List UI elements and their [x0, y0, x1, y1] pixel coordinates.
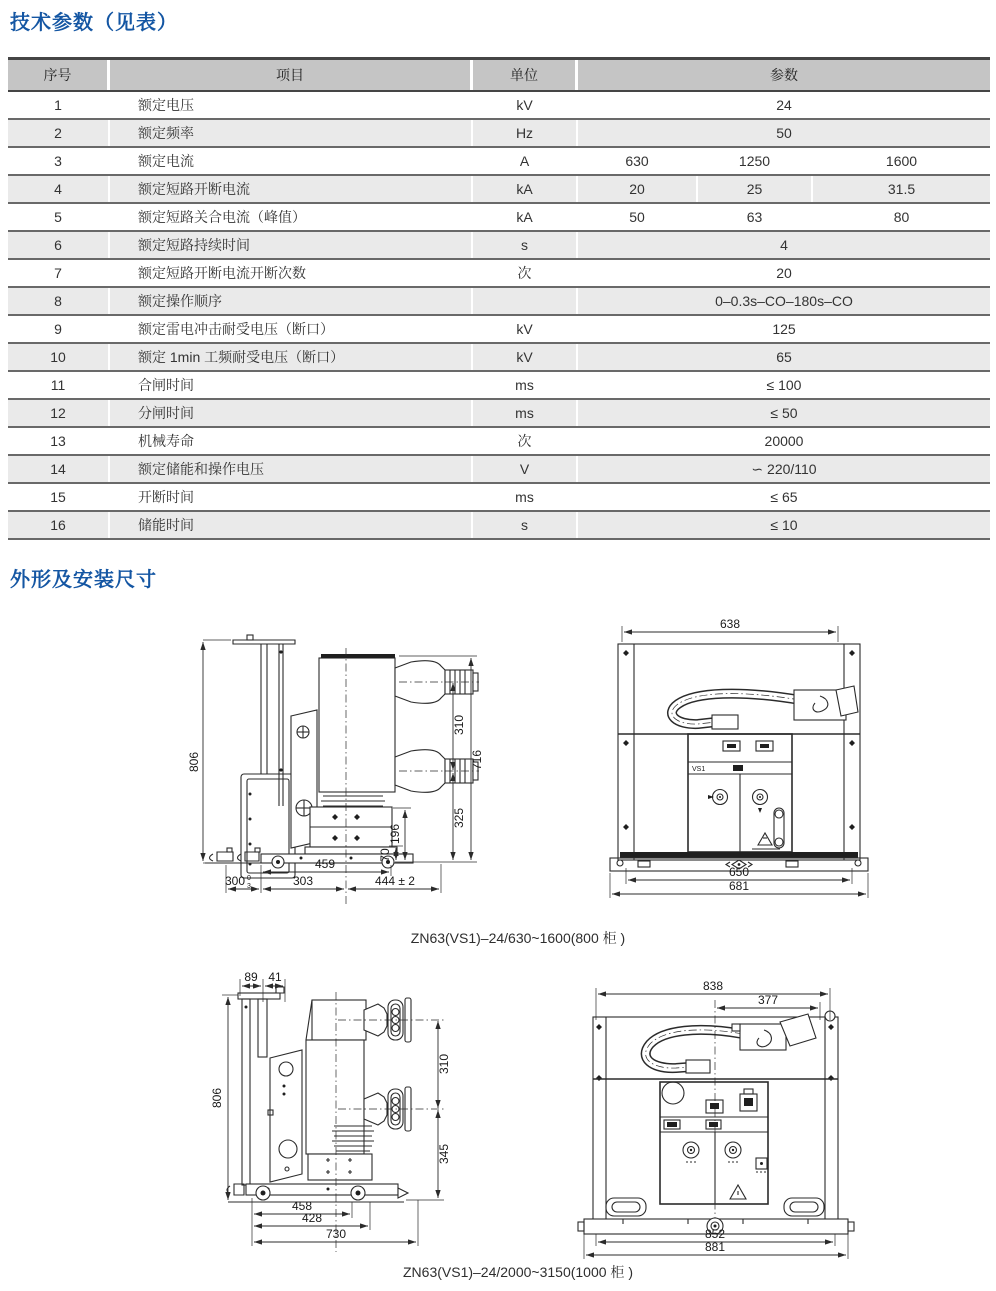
table-row — [8, 314, 990, 342]
dim-730-label: 730 — [325, 1227, 347, 1241]
dim-325-label: 325 — [452, 807, 466, 829]
row-item: 额定操作顺序 — [110, 288, 473, 314]
dim-650-label: 650 — [728, 865, 750, 879]
row-number: 5 — [8, 204, 110, 230]
row-item: 额定雷电冲击耐受电压（断口） — [110, 316, 473, 342]
row-value: ∽ 220/110 — [751, 460, 817, 477]
dim-70-label: 70 — [378, 848, 392, 862]
breaker-front-outline-2 — [578, 1000, 854, 1234]
row-value: 65 — [776, 349, 792, 365]
row-number: 4 — [8, 176, 110, 202]
header-item: 项目 — [110, 60, 473, 90]
row-value: ≤ 10 — [770, 517, 798, 533]
row-value: 31.5 — [887, 181, 916, 197]
row-unit: kV — [473, 316, 578, 342]
row-number: 6 — [8, 232, 110, 258]
row-value: 20 — [776, 265, 792, 281]
row-value: ≤ 65 — [770, 489, 798, 505]
table-row — [8, 258, 990, 286]
row-item: 额定电压 — [110, 92, 473, 118]
row-item: 额定短路开断电流开断次数 — [110, 260, 473, 286]
table-row — [8, 454, 990, 482]
dim-300-tolerance-lower: 3 — [247, 883, 251, 890]
row-item: 机械寿命 — [110, 428, 473, 454]
figure2-side-view-drawing — [188, 962, 500, 1258]
dim-41-label: 41 — [268, 970, 282, 984]
breaker-side-outline — [205, 635, 479, 904]
row-value: 50 — [776, 125, 792, 141]
dim-881-label: 881 — [704, 1240, 726, 1254]
row-unit: kA — [473, 204, 578, 230]
row-number: 9 — [8, 316, 110, 342]
row-value: 80 — [893, 209, 910, 225]
row-value: 1600 — [885, 153, 918, 169]
dim-300-tolerance-upper: 0 — [247, 875, 251, 882]
row-unit: V — [473, 456, 578, 482]
row-item: 储能时间 — [110, 512, 473, 538]
dim-89-label: 89 — [244, 970, 258, 984]
dim-852-label: 852 — [704, 1227, 726, 1241]
row-item: 额定电流 — [110, 148, 473, 174]
row-unit: ms — [473, 484, 578, 510]
row-value: 20 — [578, 176, 698, 202]
table-row — [8, 146, 990, 174]
header-no: 序号 — [8, 60, 110, 90]
spec-table — [8, 57, 990, 540]
row-value: 0–0.3s–CO–180s–CO — [715, 293, 853, 309]
dim-310-label: 310 — [452, 714, 466, 736]
row-number: 16 — [8, 512, 110, 538]
row-number: 15 — [8, 484, 110, 510]
row-number: 10 — [8, 344, 110, 370]
row-value: 24 — [776, 97, 792, 113]
row-item: 额定储能和操作电压 — [110, 456, 473, 482]
row-item: 分闸时间 — [110, 400, 473, 426]
row-unit: A — [473, 148, 578, 174]
dim-681-label: 681 — [728, 879, 750, 893]
breaker-front-outline — [610, 644, 868, 871]
table-row — [8, 174, 990, 202]
table-row — [8, 398, 990, 426]
row-value: 25 — [698, 176, 813, 202]
row-unit: kV — [473, 92, 578, 118]
row-value: 125 — [772, 321, 796, 337]
breaker-side-outline-2 — [227, 987, 446, 1252]
dim-300-label: 300 — [224, 874, 246, 888]
dim-716-label: 716 — [470, 749, 484, 771]
row-number: 11 — [8, 372, 110, 398]
header-param: 参数 — [770, 67, 798, 83]
row-number: 2 — [8, 120, 110, 146]
row-value: 63 — [698, 204, 813, 230]
table-header-row — [8, 60, 990, 92]
dim-838-label: 838 — [702, 979, 724, 993]
row-item: 开断时间 — [110, 484, 473, 510]
table-row — [8, 92, 990, 118]
row-number: 8 — [8, 288, 110, 314]
dim-303-label: 303 — [292, 874, 314, 888]
dim-806-label-2: 806 — [210, 1087, 224, 1109]
row-number: 14 — [8, 456, 110, 482]
figure1-caption: ZN63(VS1)–24/630~1600(800 柜 ) — [410, 930, 626, 946]
vs1-nameplate: VS1 — [692, 766, 706, 773]
row-number: 1 — [8, 92, 110, 118]
figure2-caption: ZN63(VS1)–24/2000~3150(1000 柜 ) — [403, 1264, 633, 1280]
dim-196-label: 196 — [388, 823, 402, 845]
row-unit: 次 — [473, 428, 578, 454]
dim-806-label: 806 — [187, 751, 201, 773]
dim-458-label: 458 — [291, 1199, 313, 1213]
table-body — [8, 92, 990, 538]
table-row — [8, 118, 990, 146]
table-row — [8, 230, 990, 258]
figure1-front-view-drawing — [590, 612, 900, 912]
dim-345-label: 345 — [437, 1143, 451, 1165]
dim-444-label: 444 ± 2 — [375, 874, 415, 888]
row-value: 50 — [578, 204, 698, 230]
figure2-front-view-drawing — [568, 972, 914, 1262]
table-row — [8, 482, 990, 510]
dim-459-label: 459 — [314, 857, 336, 871]
row-number: 7 — [8, 260, 110, 286]
row-number: 3 — [8, 148, 110, 174]
dim-428-label: 428 — [301, 1211, 323, 1225]
row-value: ≤ 100 — [766, 377, 802, 393]
table-row — [8, 286, 990, 314]
row-value: 630 — [578, 148, 698, 174]
section-title-specs: 技术参数（见表） — [10, 12, 178, 34]
row-unit: ms — [473, 372, 578, 398]
row-value: 1250 — [698, 148, 813, 174]
row-item: 额定 1min 工频耐受电压（断口） — [110, 344, 473, 370]
table-row — [8, 370, 990, 398]
row-item: 额定短路持续时间 — [110, 232, 473, 258]
row-item: 合闸时间 — [110, 372, 473, 398]
row-item: 额定短路关合电流（峰值） — [110, 204, 473, 230]
row-unit: Hz — [473, 120, 578, 146]
header-unit: 单位 — [473, 60, 578, 90]
row-value: 4 — [780, 237, 788, 253]
row-item: 额定短路开断电流 — [110, 176, 473, 202]
row-unit: kA — [473, 176, 578, 202]
dim-377-label: 377 — [757, 993, 779, 1007]
dim-638-label: 638 — [719, 617, 741, 631]
table-row — [8, 202, 990, 230]
table-row — [8, 342, 990, 370]
table-row — [8, 510, 990, 538]
figure1-side-view-drawing — [183, 612, 505, 915]
section-title-dimensions: 外形及安装尺寸 — [10, 569, 157, 591]
row-value: 20000 — [764, 433, 804, 449]
row-unit — [473, 288, 578, 314]
table-row — [8, 426, 990, 454]
row-number: 12 — [8, 400, 110, 426]
row-unit: s — [473, 512, 578, 538]
row-item: 额定频率 — [110, 120, 473, 146]
row-value: ≤ 50 — [770, 405, 798, 421]
row-unit: 次 — [473, 260, 578, 286]
row-unit: ms — [473, 400, 578, 426]
row-unit: s — [473, 232, 578, 258]
row-unit: kV — [473, 344, 578, 370]
row-number: 13 — [8, 428, 110, 454]
dim-310-label-2: 310 — [437, 1053, 451, 1075]
